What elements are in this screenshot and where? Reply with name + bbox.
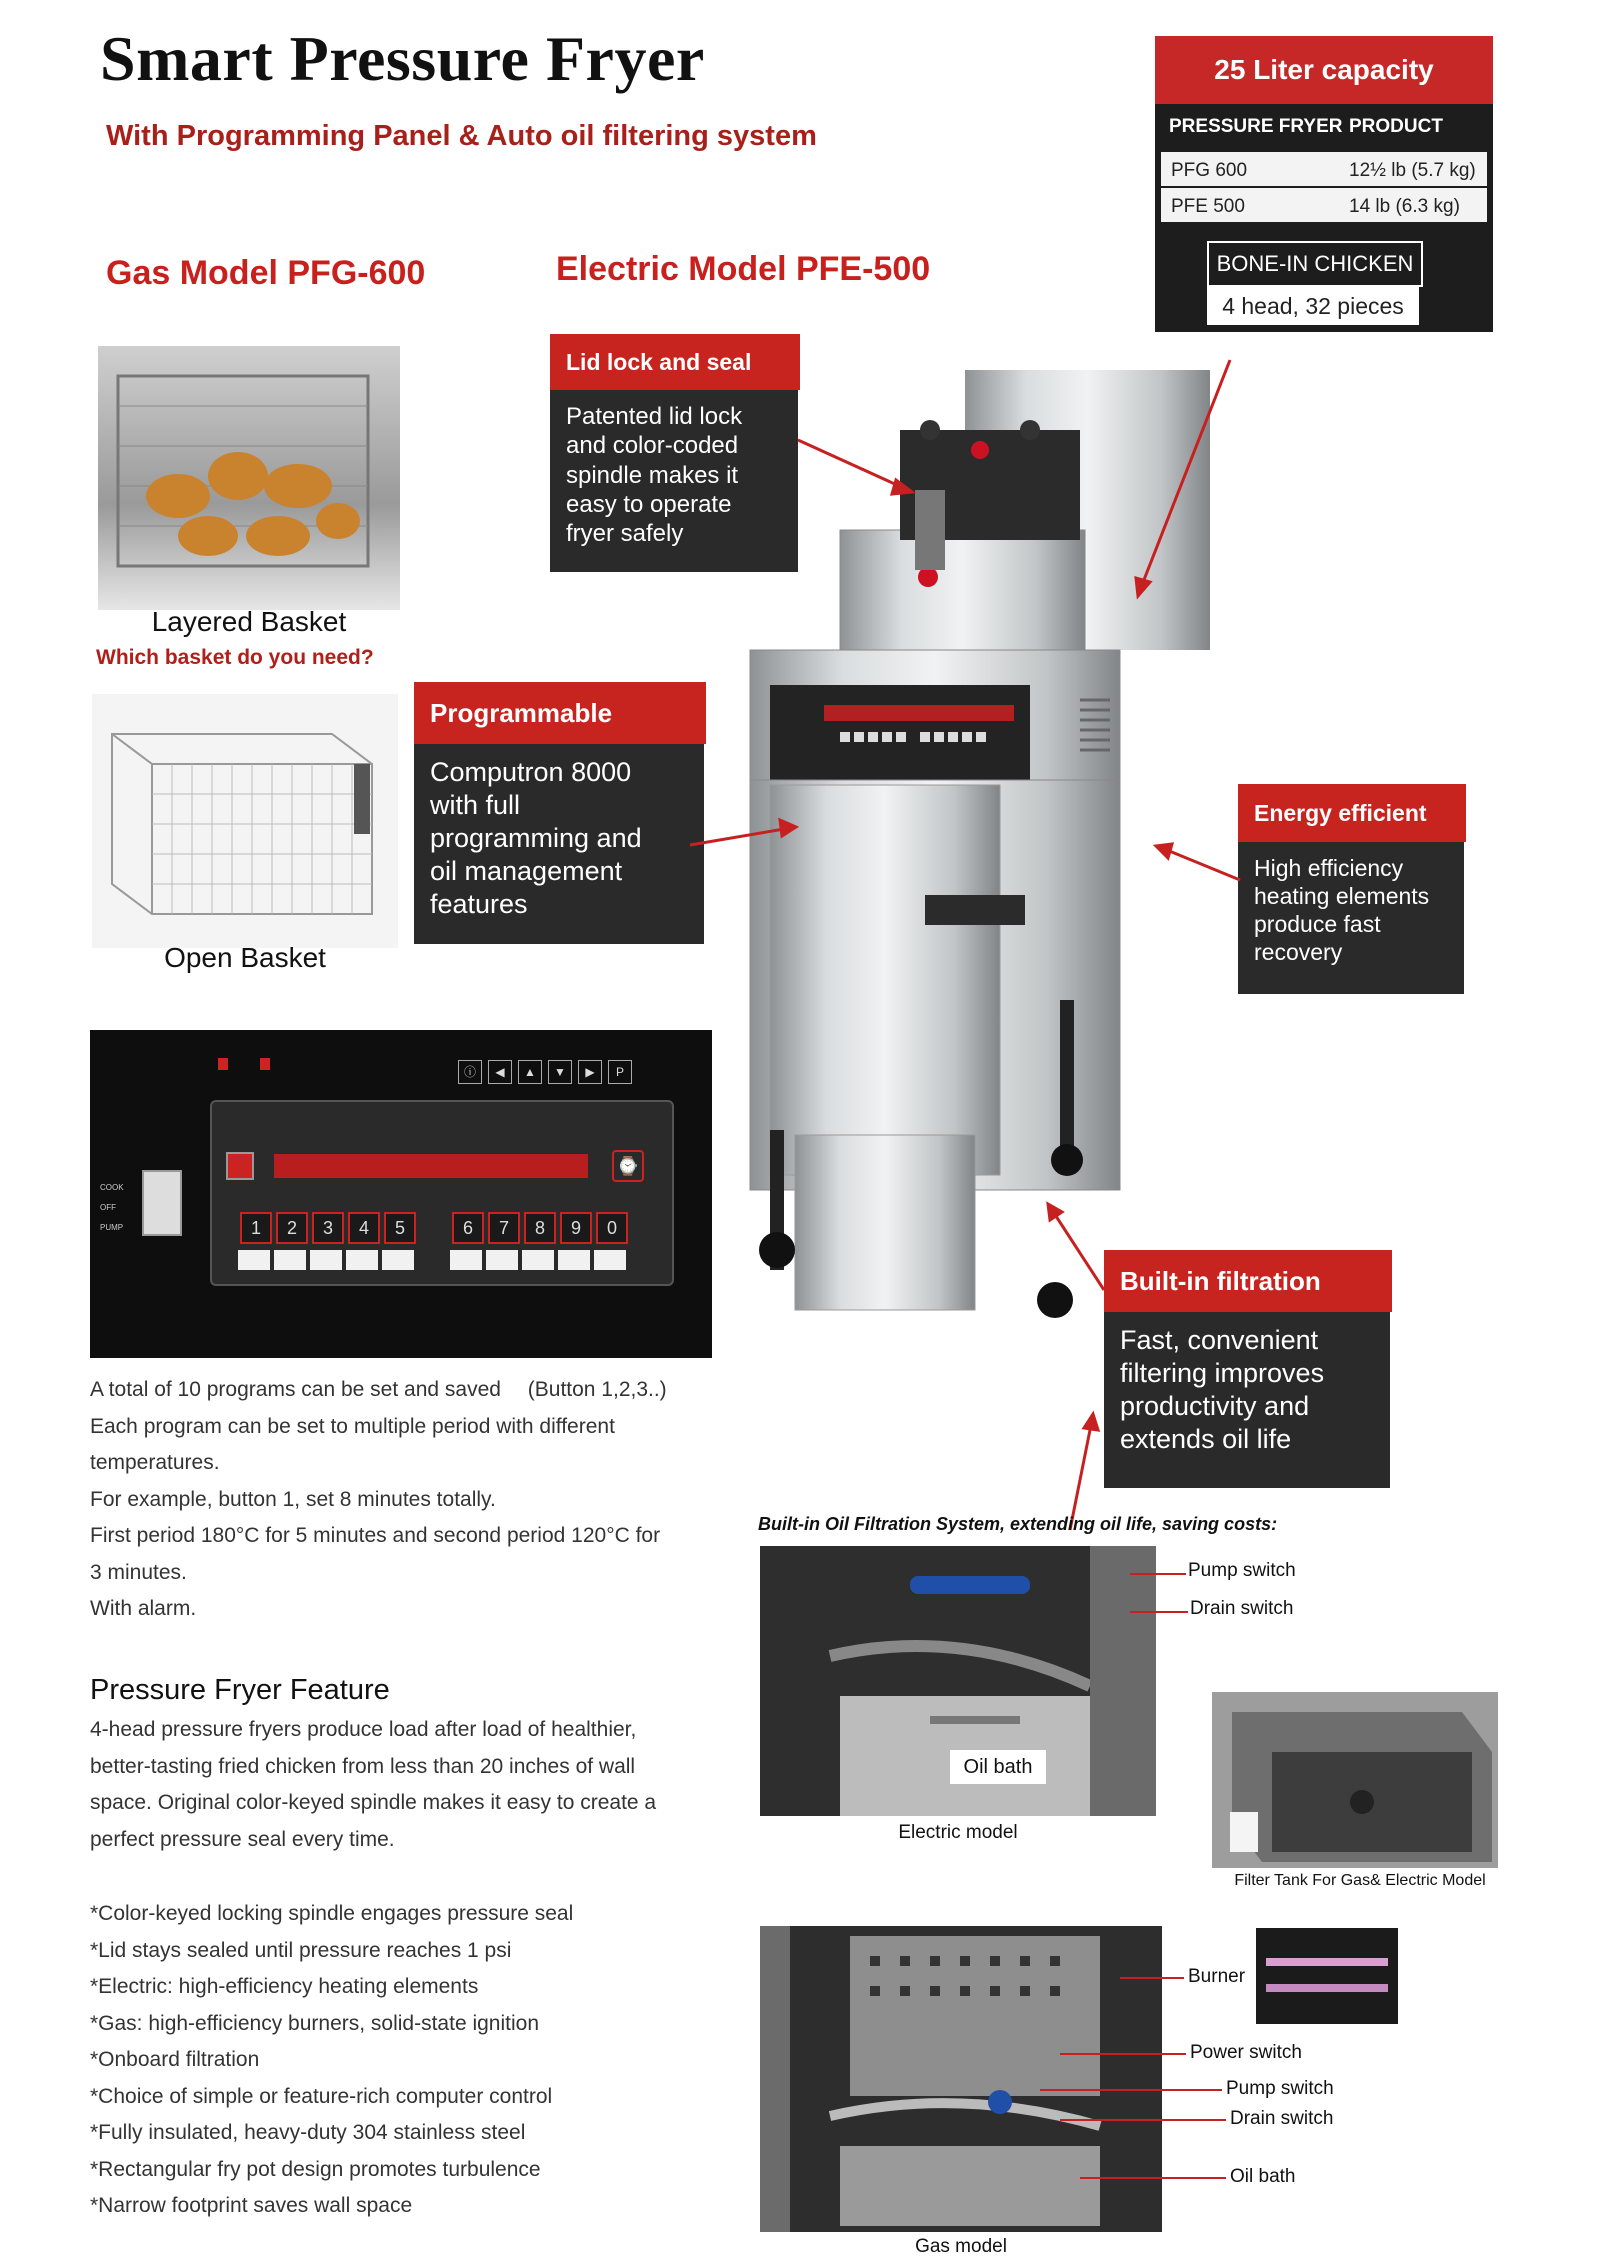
- gas-model-caption: Gas model: [915, 2236, 1007, 2257]
- key-label-slot: [274, 1250, 306, 1270]
- key-label-slot: [558, 1250, 590, 1270]
- callout-line: with full: [430, 789, 521, 820]
- program-key-2[interactable]: 2: [276, 1212, 308, 1244]
- filter-tank-photo: [1212, 1692, 1498, 1868]
- callout-line: recovery: [1254, 939, 1343, 966]
- chicken-label: BONE-IN CHICKEN: [1207, 241, 1423, 287]
- program-key-1[interactable]: 1: [240, 1212, 272, 1244]
- program-key-5[interactable]: 5: [384, 1212, 416, 1244]
- up-arrow-icon[interactable]: ▲: [518, 1060, 542, 1084]
- capacity-heading: 25 Liter capacity: [1155, 36, 1493, 104]
- text-line: perfect pressure seal every time.: [90, 1827, 395, 1851]
- callout-line: spindle makes it: [566, 461, 739, 489]
- program-key-6[interactable]: 6: [452, 1212, 484, 1244]
- layered-basket-caption: Layered Basket: [151, 606, 347, 637]
- row-fryer: PFE 500: [1171, 196, 1245, 217]
- program-key-9[interactable]: 9: [560, 1212, 592, 1244]
- text-line: 4-head pressure fryers produce load after load of healthier,: [90, 1718, 637, 1741]
- list-item: *Lid stays sealed until pressure reaches 1 psi: [90, 1938, 512, 1962]
- gas-pump-switch-pointer: [1040, 2089, 1222, 2091]
- row-product: 12½ lb (5.7 kg): [1349, 160, 1476, 181]
- control-panel: [90, 1030, 712, 1358]
- callout-line: fryer safely: [566, 520, 684, 548]
- callout-line: High efficiency: [1254, 855, 1404, 881]
- electric-model-photo: [760, 1546, 1156, 1816]
- key-label-slot: [238, 1250, 270, 1270]
- program-button[interactable]: P: [608, 1060, 632, 1084]
- callout-line: features: [430, 888, 528, 919]
- text-line: space. Original color-keyed spindle makes it easy to create a: [90, 1791, 657, 1814]
- key-label-slot: [382, 1250, 414, 1270]
- key-label-slot: [450, 1250, 482, 1270]
- gas-drain-switch-label: Drain switch: [1230, 2108, 1334, 2129]
- power-switch-pointer: [1060, 2053, 1186, 2055]
- burner-flame-image: [1256, 1928, 1398, 2024]
- list-item: *Electric: high-efficiency heating elements: [90, 1975, 479, 1998]
- down-arrow-icon[interactable]: ▼: [548, 1060, 572, 1084]
- electric-model-caption: Electric model: [898, 1822, 1018, 1843]
- drain-switch-label: Drain switch: [1190, 1598, 1294, 1619]
- mode-label: COOK: [100, 1183, 124, 1192]
- gas-oil-bath-label: Oil bath: [1230, 2166, 1296, 2187]
- page-subtitle: With Programming Panel & Auto oil filtering system: [106, 120, 817, 152]
- mode-label: OFF: [100, 1203, 116, 1212]
- filtration-section-title: Built-in Oil Filtration System, extending oil life, saving costs:: [758, 1514, 1278, 1534]
- text-line: A total of 10 programs can be set and saved (Button 1,2,3..): [90, 1378, 667, 1401]
- right-arrow-icon[interactable]: ▶: [578, 1060, 602, 1084]
- program-key-7[interactable]: 7: [488, 1212, 520, 1244]
- heat-indicator-icon: [218, 1058, 228, 1070]
- column-pressure-fryer: PRESSURE FRYER: [1169, 116, 1343, 137]
- filter-tank-image: [1212, 1692, 1498, 1868]
- gas-pump-switch-label: Pump switch: [1226, 2078, 1334, 2099]
- open-basket-caption: Open Basket: [164, 942, 326, 973]
- callout-line: productivity and: [1120, 1390, 1310, 1421]
- filter-tank-caption: Filter Tank For Gas& Electric Model: [1234, 1872, 1486, 1889]
- key-label-slot: [486, 1250, 518, 1270]
- row-fryer: PFG 600: [1171, 160, 1248, 181]
- list-item: *Gas: high-efficiency burners, solid-state ignition: [90, 2011, 540, 2035]
- drain-switch-pointer: [1130, 1611, 1188, 1613]
- row-product: 14 lb (6.3 kg): [1349, 196, 1460, 217]
- mode-label: PUMP: [100, 1223, 124, 1232]
- page-title: Smart Pressure Fryer: [100, 23, 705, 94]
- callout-line: oil management: [430, 855, 623, 886]
- pressure-indicator-icon: [260, 1058, 270, 1070]
- energy-callout-title: Energy efficient: [1238, 784, 1466, 842]
- feature-title: Pressure Fryer Feature: [90, 1674, 390, 1706]
- callout-line: Fast, convenient: [1120, 1325, 1319, 1355]
- programs-description: [90, 1372, 750, 1628]
- key-label-slot: [522, 1250, 554, 1270]
- list-item: *Narrow footprint saves wall space: [90, 2194, 413, 2217]
- info-button[interactable]: ⓘ: [458, 1060, 482, 1084]
- timer-icon[interactable]: ⌚: [612, 1150, 644, 1182]
- burner-pointer: [1120, 1977, 1184, 1979]
- power-switch-label: Power switch: [1190, 2042, 1302, 2063]
- gas-oil-bath-pointer: [1080, 2177, 1226, 2179]
- burner-label: Burner: [1188, 1966, 1246, 1987]
- oil-bath-label: Oil bath: [950, 1750, 1046, 1784]
- text-line: With alarm.: [90, 1597, 197, 1620]
- callout-line: Patented lid lock: [566, 403, 743, 430]
- electric-model-title: Electric Model PFE-500: [556, 250, 931, 288]
- mode-switch[interactable]: [142, 1170, 182, 1236]
- burner-photo: [1256, 1928, 1398, 2024]
- key-label-slot: [594, 1250, 626, 1270]
- text-line: For example, button 1, set 8 minutes totally.: [90, 1487, 496, 1511]
- chicken-value: 4 head, 32 pieces: [1207, 287, 1419, 325]
- program-key-8[interactable]: 8: [524, 1212, 556, 1244]
- key-label-slot: [346, 1250, 378, 1270]
- callout-line: heating elements: [1254, 883, 1430, 910]
- gas-model-photo: [760, 1926, 1162, 2232]
- basket-question: Which basket do you need?: [96, 646, 374, 669]
- gas-filtration-image: [760, 1926, 1162, 2232]
- pump-switch-label: Pump switch: [1188, 1560, 1296, 1581]
- callout-line: Computron 8000: [430, 757, 632, 787]
- key-label-slot: [310, 1250, 342, 1270]
- callout-line: easy to operate: [566, 490, 732, 518]
- gas-model-title: Gas Model PFG-600: [106, 254, 426, 292]
- callout-line: produce fast: [1254, 911, 1381, 938]
- feature-bullets: [90, 1896, 750, 2225]
- led-display: [274, 1154, 588, 1178]
- list-item: *Onboard filtration: [90, 2048, 260, 2071]
- program-key-3[interactable]: 3: [312, 1212, 344, 1244]
- filtration-callout-title: Built-in filtration: [1104, 1250, 1392, 1312]
- program-key-0[interactable]: 0: [596, 1212, 628, 1244]
- text-line: better-tasting fried chicken from less than 20 inches of wall: [90, 1754, 636, 1778]
- callout-line: and color-coded: [566, 432, 739, 460]
- pump-switch-pointer: [1130, 1573, 1186, 1575]
- mode-labels: [100, 1178, 124, 1238]
- callout-line: extends oil life: [1120, 1423, 1292, 1454]
- text-line: temperatures.: [90, 1451, 220, 1474]
- callout-line: programming and: [430, 822, 642, 853]
- feature-paragraph: [90, 1712, 750, 1858]
- callout-line: filtering improves: [1120, 1357, 1325, 1388]
- text-line: 3 minutes.: [90, 1560, 187, 1584]
- display-frame: [210, 1100, 674, 1286]
- program-key-4[interactable]: 4: [348, 1212, 380, 1244]
- left-arrow-icon[interactable]: ◀: [488, 1060, 512, 1084]
- list-item: *Color-keyed locking spindle engages pressure seal: [90, 1902, 574, 1925]
- lid-callout-title: Lid lock and seal: [550, 334, 800, 390]
- programmable-callout-title: Programmable: [414, 682, 706, 744]
- list-item: *Rectangular fry pot design promotes turbulence: [90, 2157, 541, 2181]
- list-item: *Fully insulated, heavy-duty 304 stainless steel: [90, 2121, 526, 2144]
- text-line: First period 180°C for 5 minutes and second period 120°C for: [90, 1524, 661, 1547]
- column-product: PRODUCT: [1349, 116, 1443, 137]
- text-line: Each program can be set to multiple period with different: [90, 1414, 615, 1438]
- list-item: *Choice of simple or feature-rich computer control: [90, 2084, 553, 2108]
- cook-clean-button[interactable]: [226, 1152, 254, 1180]
- gas-drain-switch-pointer: [1060, 2119, 1226, 2121]
